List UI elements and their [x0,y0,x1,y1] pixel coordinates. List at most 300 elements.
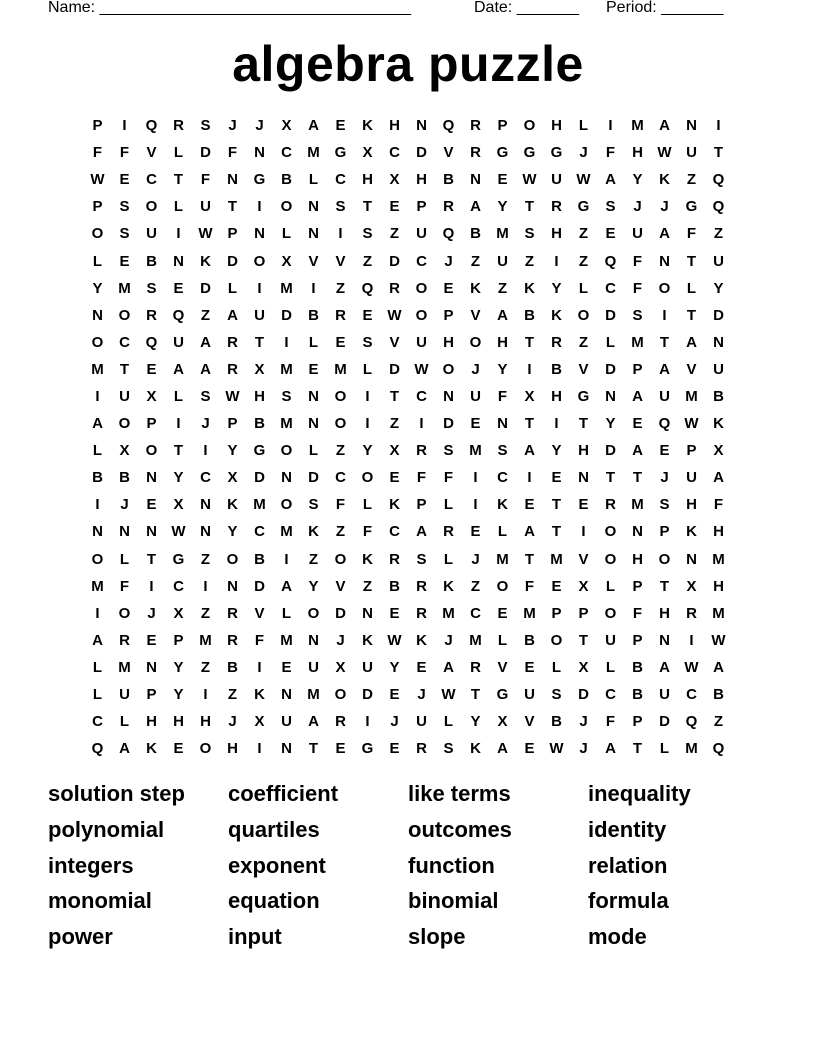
grid-letter: T [470,686,481,704]
grid-letter: R [227,604,238,622]
grid-letter: C [605,686,616,704]
grid-letter: O [334,686,347,704]
grid-letter: V [254,604,265,622]
grid-letter: B [524,631,535,649]
grid-letter: J [228,713,237,731]
grid-letter: N [443,387,454,405]
grid-letter: F [686,225,697,243]
grid-letter: R [416,604,427,622]
grid-letter: P [416,496,427,514]
grid-letter: V [524,713,535,731]
grid-letter: F [335,496,346,514]
grid-letter: H [632,550,643,568]
grid-letter: K [227,496,238,514]
grid-letter: I [203,442,208,460]
grid-letter: F [119,144,130,162]
grid-letter: N [119,523,130,541]
grid-letter: F [443,469,454,487]
grid-letter: B [713,387,724,405]
grid-letter: E [146,360,157,378]
grid-letter: O [118,306,131,324]
grid-letter: E [632,415,643,433]
grid-letter: E [389,198,400,216]
grid-letter: E [389,740,400,758]
grid-letter: L [443,713,454,731]
grid-letter: C [389,523,400,541]
grid-letter: C [119,333,130,351]
grid-letter: I [95,496,100,514]
grid-letter: L [443,496,454,514]
grid-letter: H [173,713,184,731]
grid-letter: O [334,415,347,433]
grid-letter: R [227,631,238,649]
grid-letter: Z [578,252,589,270]
grid-letter: J [471,360,480,378]
grid-letter: X [119,442,130,460]
grid-letter: K [713,415,724,433]
grid-letter: O [334,550,347,568]
word-bank-item: input [228,924,282,950]
grid-letter: U [146,225,157,243]
grid-letter: R [443,523,454,541]
grid-letter: A [281,577,292,595]
grid-letter: K [497,496,508,514]
grid-row [84,193,732,220]
grid-letter: U [713,252,724,270]
grid-letter: D [335,604,346,622]
grid-letter: Q [685,713,698,731]
grid-letter: M [280,279,293,297]
grid-letter: Q [712,198,725,216]
grid-letter: A [524,442,535,460]
grid-letter: Y [551,279,562,297]
grid-letter: A [308,713,319,731]
grid-letter: B [281,171,292,189]
grid-letter: K [308,523,319,541]
grid-letter: O [280,442,293,460]
grid-letter: H [659,604,670,622]
grid-letter: U [200,198,211,216]
grid-letter: X [389,442,400,460]
grid-letter: J [471,550,480,568]
grid-letter: M [199,631,212,649]
grid-letter: O [604,604,617,622]
grid-row [84,491,732,518]
grid-letter: E [119,171,130,189]
grid-letter: N [605,387,616,405]
grid-letter: R [470,117,481,135]
grid-letter: T [308,740,319,758]
grid-letter: C [416,387,427,405]
grid-letter: K [362,550,373,568]
grid-letter: X [173,604,184,622]
grid-letter: D [416,144,427,162]
grid-letter: O [91,550,104,568]
grid-letter: A [308,117,319,135]
grid-letter: T [686,306,697,324]
word-bank-item: identity [588,816,667,842]
grid-letter: V [686,360,697,378]
grid-letter: M [253,496,266,514]
grid-letter: Z [200,658,211,676]
grid-letter: L [173,144,184,162]
grid-letter: W [549,740,564,758]
grid-letter: O [253,252,266,270]
grid-row [84,437,732,464]
grid-letter: A [605,171,616,189]
grid-letter: L [92,658,103,676]
grid-letter: N [659,252,670,270]
grid-letter: E [173,740,184,758]
grid-letter: D [713,306,724,324]
grid-letter: S [335,198,346,216]
grid-letter: X [335,658,346,676]
grid-letter: B [632,658,643,676]
grid-letter: B [227,658,238,676]
grid-row [84,166,732,193]
grid-letter: A [713,469,724,487]
grid-letter: A [686,333,697,351]
grid-letter: P [578,604,589,622]
grid-letter: S [551,686,562,704]
grid-letter: I [95,604,100,622]
grid-letter: E [389,604,400,622]
grid-letter: C [416,252,427,270]
grid-letter: T [389,387,400,405]
grid-letter: D [281,306,292,324]
grid-letter: O [280,198,293,216]
grid-letter: Z [578,333,589,351]
grid-letter: T [713,144,724,162]
grid-letter: K [470,740,481,758]
grid-letter: D [578,686,589,704]
grid-letter: A [119,740,130,758]
grid-letter: O [550,631,563,649]
grid-letter: U [659,387,670,405]
grid-letter: J [255,117,264,135]
grid-letter: R [227,360,238,378]
grid-letter: A [605,740,616,758]
grid-letter: N [632,523,643,541]
grid-row [84,708,732,735]
grid-letter: L [686,279,697,297]
grid-letter: P [659,523,670,541]
grid-letter: N [308,198,319,216]
date-field-label: Date: _______ [474,0,579,16]
name-field-label: Name: ___________________________________ [48,0,412,16]
grid-letter: V [335,252,346,270]
grid-letter: M [496,550,509,568]
grid-letter: S [281,387,292,405]
grid-letter: Q [145,333,158,351]
grid-letter: N [92,523,103,541]
grid-letter: J [201,415,210,433]
grid-letter: L [308,442,319,460]
grid-letter: V [308,252,319,270]
grid-letter: G [577,198,590,216]
grid-letter: K [551,306,562,324]
grid-letter: F [227,144,238,162]
grid-row [84,681,732,708]
grid-letter: A [524,523,535,541]
grid-letter: V [443,144,454,162]
grid-letter: L [605,658,616,676]
grid-letter: H [713,577,724,595]
grid-letter: I [527,360,532,378]
word-bank-item: power [48,924,113,950]
grid-letter: O [523,117,536,135]
grid-letter: M [631,117,644,135]
grid-letter: X [713,442,724,460]
grid-letter: N [92,306,103,324]
grid-letter: R [146,306,157,324]
grid-letter: O [91,333,104,351]
grid-letter: N [281,740,292,758]
grid-letter: S [659,496,670,514]
grid-letter: S [200,117,211,135]
grid-letter: I [554,415,559,433]
grid-letter: T [605,469,616,487]
grid-letter: O [118,415,131,433]
grid-letter: U [173,333,184,351]
grid-letter: E [362,306,373,324]
grid-letter: I [689,631,694,649]
grid-letter: L [605,333,616,351]
grid-letter: S [497,442,508,460]
grid-letter: P [686,442,697,460]
grid-letter: I [311,279,316,297]
grid-letter: R [227,333,238,351]
grid-letter: I [581,523,586,541]
grid-letter: H [551,117,562,135]
worksheet-header [0,0,816,20]
grid-letter: Q [172,306,185,324]
grid-letter: M [442,604,455,622]
grid-letter: S [200,387,211,405]
grid-letter: H [578,442,589,460]
word-bank-item: polynomial [48,816,165,842]
grid-letter: X [686,577,697,595]
grid-letter: W [414,360,429,378]
grid-letter: I [473,496,478,514]
grid-letter: L [578,117,589,135]
grid-letter: W [90,171,105,189]
grid-letter: R [416,577,427,595]
grid-letter: P [632,631,643,649]
grid-letter: H [443,333,454,351]
grid-letter: O [658,550,671,568]
grid-letter: E [389,469,400,487]
grid-letter: U [713,360,724,378]
word-bank-item: outcomes [408,816,512,842]
grid-letter: J [633,198,642,216]
grid-letter: X [578,577,589,595]
grid-letter: B [254,415,265,433]
grid-letter: O [361,469,374,487]
grid-letter: F [632,279,643,297]
grid-letter: Y [227,523,238,541]
grid-letter: X [524,387,535,405]
grid-letter: Q [91,740,104,758]
grid-letter: Q [712,740,725,758]
grid-letter: J [444,252,453,270]
grid-letter: Z [227,686,238,704]
grid-letter: J [660,198,669,216]
grid-letter: K [362,631,373,649]
grid-row [84,573,732,600]
grid-letter: Z [335,279,346,297]
grid-letter: K [362,117,373,135]
grid-letter: L [605,577,616,595]
grid-letter: J [390,713,399,731]
grid-letter: A [470,198,481,216]
grid-letter: L [443,550,454,568]
grid-row [84,329,732,356]
grid-letter: Q [442,225,455,243]
grid-letter: N [227,171,238,189]
grid-letter: T [632,469,643,487]
grid-letter: N [173,252,184,270]
grid-letter: O [226,550,239,568]
grid-letter: Y [92,279,103,297]
grid-letter: N [308,225,319,243]
grid-letter: J [579,144,588,162]
grid-letter: K [254,686,265,704]
grid-letter: M [118,279,131,297]
grid-letter: H [551,225,562,243]
period-field-label: Period: _______ [606,0,724,16]
grid-letter: G [523,144,536,162]
grid-letter: R [389,550,400,568]
grid-letter: T [254,333,265,351]
grid-letter: A [632,387,643,405]
grid-letter: J [147,604,156,622]
grid-letter: L [659,740,670,758]
grid-letter: A [443,658,454,676]
grid-letter: X [254,360,265,378]
grid-letter: A [632,442,643,460]
grid-letter: M [280,360,293,378]
grid-letter: V [470,306,481,324]
grid-letter: L [362,496,373,514]
grid-letter: H [362,171,373,189]
grid-letter: U [308,658,319,676]
grid-letter: J [228,117,237,135]
grid-letter: G [577,387,590,405]
grid-letter: D [308,469,319,487]
grid-letter: E [659,442,670,460]
grid-letter: Z [200,604,211,622]
grid-letter: S [632,306,643,324]
grid-letter: P [92,198,103,216]
grid-letter: O [496,577,509,595]
grid-letter: F [632,604,643,622]
grid-letter: T [551,496,562,514]
grid-letter: Z [362,252,373,270]
grid-letter: E [605,225,616,243]
grid-letter: A [416,523,427,541]
grid-letter: R [443,198,454,216]
grid-letter: T [659,577,670,595]
grid-letter: Q [442,117,455,135]
grid-letter: O [604,523,617,541]
word-bank-item: relation [588,852,668,878]
grid-letter: D [659,713,670,731]
grid-letter: E [497,604,508,622]
grid-letter: N [146,658,157,676]
grid-letter: E [173,279,184,297]
grid-letter: M [307,686,320,704]
grid-letter: T [578,415,589,433]
grid-letter: G [253,442,266,460]
grid-letter: V [389,333,400,351]
grid-letter: W [684,658,699,676]
grid-letter: P [632,577,643,595]
grid-letter: B [389,577,400,595]
grid-letter: Z [389,225,400,243]
grid-letter: P [227,415,238,433]
grid-letter: M [712,550,725,568]
word-bank-item: function [408,852,495,878]
grid-letter: L [92,252,103,270]
grid-letter: Z [362,577,373,595]
grid-letter: I [365,415,370,433]
grid-letter: I [257,279,262,297]
grid-letter: A [659,225,670,243]
grid-letter: M [496,225,509,243]
word-bank-item: slope [408,924,466,950]
grid-letter: C [254,523,265,541]
grid-letter: P [227,225,238,243]
grid-letter: L [92,442,103,460]
grid-letter: Z [713,713,724,731]
grid-letter: J [660,469,669,487]
grid-letter: K [524,279,535,297]
grid-row [84,356,732,383]
grid-letter: E [335,740,346,758]
grid-letter: B [524,306,535,324]
grid-letter: V [578,550,589,568]
grid-letter: Y [173,469,184,487]
grid-letter: L [497,631,508,649]
grid-letter: F [605,144,616,162]
grid-letter: N [200,523,211,541]
grid-letter: A [173,360,184,378]
grid-letter: U [416,225,427,243]
grid-letter: E [146,496,157,514]
grid-letter: N [578,469,589,487]
grid-letter: M [280,631,293,649]
grid-letter: D [389,252,400,270]
grid-letter: Y [227,442,238,460]
grid-letter: D [362,686,373,704]
word-bank [48,776,788,955]
grid-letter: R [551,198,562,216]
grid-letter: L [227,279,238,297]
grid-letter: J [579,713,588,731]
grid-letter: C [605,279,616,297]
grid-letter: F [254,631,265,649]
grid-letter: X [497,713,508,731]
grid-letter: S [362,333,373,351]
grid-letter: E [524,740,535,758]
grid-letter: O [469,333,482,351]
grid-letter: E [524,658,535,676]
grid-letter: Z [335,442,346,460]
grid-letter: S [443,442,454,460]
word-bank-item: coefficient [228,781,339,806]
grid-letter: K [416,631,427,649]
